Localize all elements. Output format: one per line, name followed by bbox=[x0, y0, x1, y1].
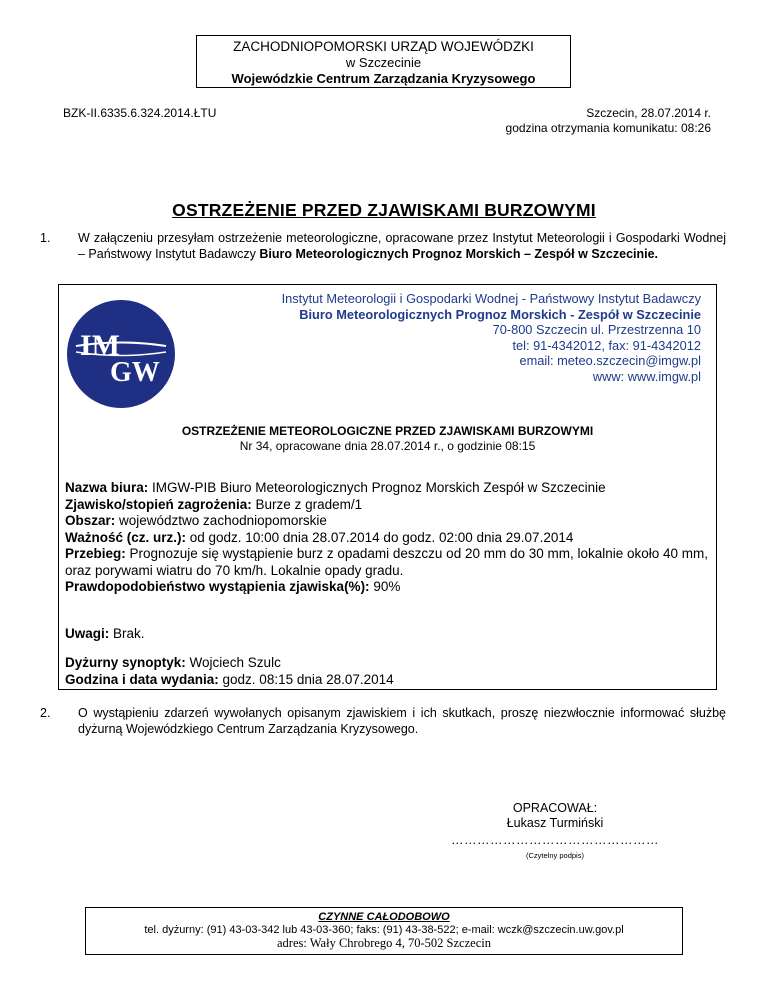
field-course: Przebieg: Prognozuje się wystąpienie burz z opadami deszczu od 20 mm do 30 mm, lokalnie około 40 mm, oraz porywami wiatru do 70 km/h. Lokalnie opady gradu. bbox=[65, 546, 709, 578]
field-validity: Ważność (cz. urz.): od godz. 10:00 dnia 28.07.2014 do godz. 02:00 dnia 29.07.2014 bbox=[65, 529, 574, 545]
header-office-name: ZACHODNIOPOMORSKI URZĄD WOJEWÓDZKI bbox=[233, 39, 534, 54]
field-issued: Godzina i data wydania: godz. 08:15 dnia 28.07.2014 bbox=[65, 671, 394, 687]
signature-label: OPRACOWAŁ: bbox=[512, 801, 598, 815]
field-office: Nazwa biura: IMGW-PIB Biuro Meteorologicznych Prognoz Morskich Zespół w Szczecinie bbox=[65, 480, 606, 495]
paragraph-number: 1. bbox=[40, 231, 51, 245]
field-remarks: Uwagi: Brak. bbox=[65, 625, 145, 641]
place-date: Szczecin, 28.07.2014 r. bbox=[586, 106, 711, 120]
institute-www: www: www.imgw.pl bbox=[592, 368, 701, 384]
field-phenomenon: Zjawisko/stopień zagrożenia: Burze z gradem/1 bbox=[65, 496, 363, 512]
institute-email: email: meteo.szczecin@imgw.pl bbox=[519, 353, 701, 368]
warning-subheading: Nr 34, opracowane dnia 28.07.2014 r., o godzinie 08:15 bbox=[239, 439, 536, 453]
institute-name: Instytut Meteorologii i Gospodarki Wodnej - Państwowy Instytut Badawczy bbox=[281, 291, 701, 306]
logo-text-gw: GW bbox=[110, 357, 160, 388]
header-box bbox=[196, 35, 571, 88]
footer-hours: CZYNNE CAŁODOBOWO bbox=[318, 911, 450, 923]
paragraph-2 bbox=[40, 705, 726, 737]
footer-address: adres: Wały Chrobrego 4, 70-502 Szczecin bbox=[277, 936, 491, 950]
footer-contacts: tel. dyżurny: (91) 43-03-342 lub 43-03-360; faks: (91) 43-38-522; e-mail: wczk@szczecin.uw.gov.pl bbox=[144, 924, 624, 936]
institute-office: Biuro Meteorologicznych Prognoz Morskich - Zespół w Szczecinie bbox=[299, 306, 701, 322]
field-forecaster: Dyżurny synoptyk: Wojciech Szulc bbox=[65, 655, 281, 670]
header-city: w Szczecinie bbox=[345, 55, 422, 70]
reference-number: BZK-II.6335.6.324.2014.ŁTU bbox=[63, 106, 217, 120]
signature-block bbox=[440, 801, 670, 863]
paragraph-bold-text: Biuro Meteorologicznych Prognoz Morskich – Zespół w Szczecinie. bbox=[259, 247, 659, 261]
imgw-logo bbox=[66, 299, 176, 409]
field-probability: Prawdopodobieństwo wystąpienia zjawiska(%): 90% bbox=[65, 579, 401, 594]
received-time: godzina otrzymania komunikatu: 08:26 bbox=[505, 121, 711, 135]
logo-text-im: IM bbox=[80, 329, 120, 362]
paragraph-1 bbox=[40, 230, 726, 262]
warning-heading: OSTRZEŻENIE METEOROLOGICZNE PRZED ZJAWISKAMI BURZOWYMI bbox=[181, 424, 594, 438]
institute-address: 70-800 Szczecin ul. Przestrzenna 10 bbox=[492, 322, 701, 337]
institute-phone: tel: 91-4342012, fax: 91-4342012 bbox=[512, 337, 701, 353]
paragraph-text: W załączeniu przesyłam ostrzeżenie meteorologiczne, opracowane przez Instytut Meteorologii i Gospodarki Wodnej – Państwowy Instytut Badawczy bbox=[78, 231, 726, 261]
signature-caption: (Czytelny podpis) bbox=[526, 851, 584, 860]
institute-info bbox=[282, 291, 701, 384]
field-area: Obszar: województwo zachodniopomorskie bbox=[65, 513, 327, 528]
warning-fields bbox=[65, 480, 710, 688]
paragraph-number: 2. bbox=[40, 706, 51, 720]
footer-box bbox=[85, 907, 683, 955]
place-date-block bbox=[506, 106, 711, 136]
warning-heading-block bbox=[58, 424, 717, 454]
document-title: OSTRZEŻENIE PRZED ZJAWISKAMI BURZOWYMI bbox=[172, 200, 596, 220]
signature-name: Łukasz Turmiński bbox=[506, 816, 604, 830]
paragraph-text: O wystąpieniu zdarzeń wywołanych opisanym zjawiskiem i ich skutkach, proszę niezwłocznie informować służbę dyżurną Wojewódzkiego Centrum Zarządzania Kryzysowego. bbox=[78, 706, 726, 736]
header-department: Wojewódzkie Centrum Zarządzania Kryzysowego bbox=[231, 71, 536, 86]
signature-line: ………………………………………… bbox=[451, 833, 659, 847]
